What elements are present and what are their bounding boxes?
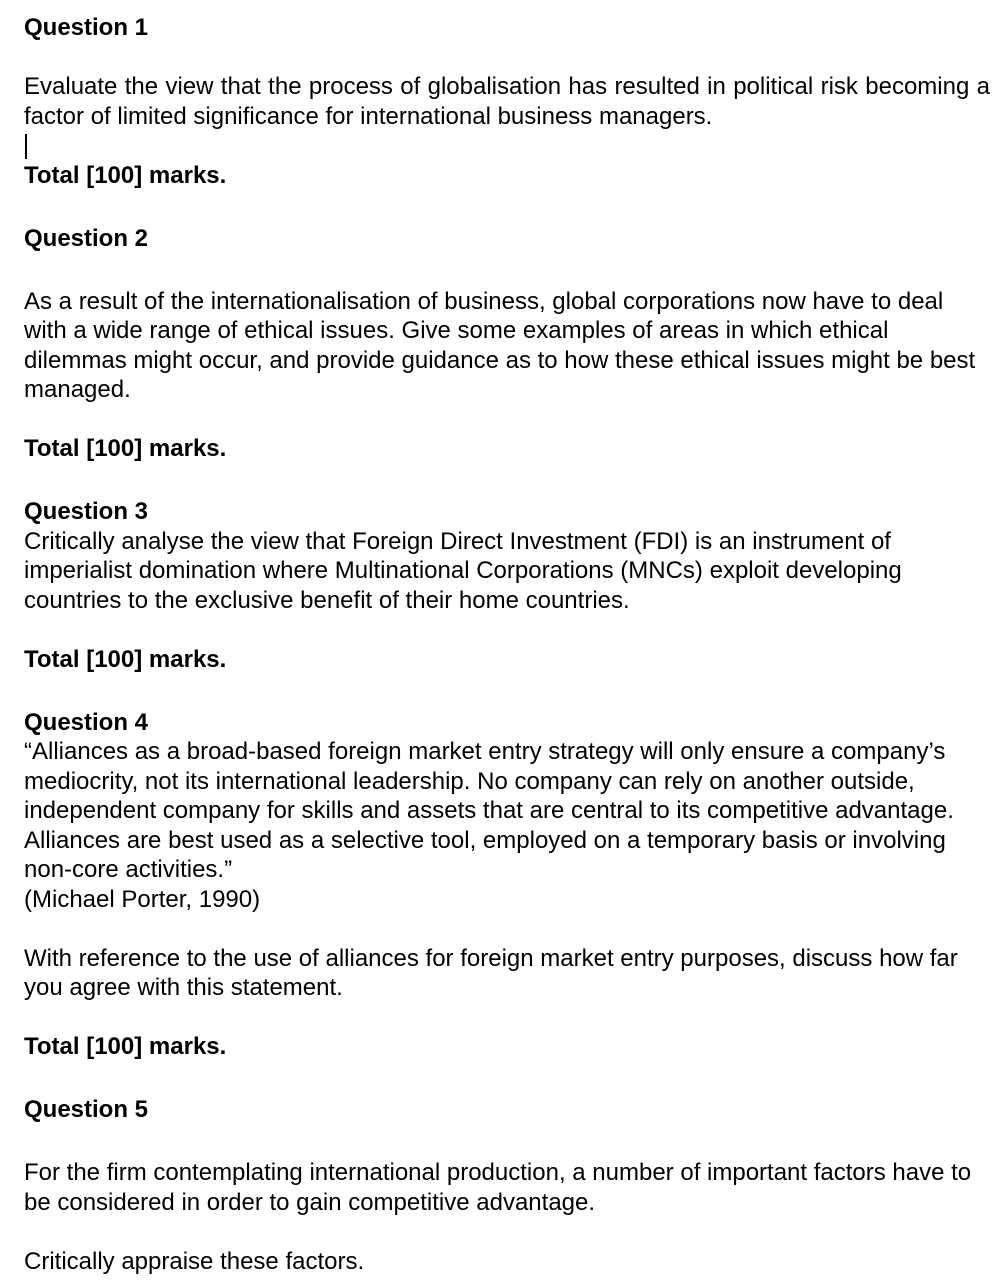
question-4-heading: Question 4 [24, 708, 149, 736]
question-2-heading: Question 2 [24, 224, 149, 252]
question-4-quote: “Alliances as a broad-based foreign market entry strategy will only ensure a company’s mediocrity, not its international leadership. No company can rely on another outside, independent company for skills and assets that are central to its competitive advantage. Alliances are best used as a selective tool, employed on a temporary basis or involving non-core activities.” [24, 738, 954, 883]
text-cursor-line[interactable] [24, 131, 990, 161]
question-2-text: As a result of the internationalisation of business, global corporations now have to deal with a wide range of ethical issues. Give some examples of areas in which ethical dilemmas might occur, and provide guidance as to how these ethical issues might be best managed. [24, 287, 976, 403]
question-1 [24, 13, 990, 190]
question-5-instruction: Critically appraise these factors. [24, 1247, 365, 1275]
question-3-heading: Question 3 [24, 498, 149, 525]
question-5-text: For the firm contemplating international production, a number of important factors have to be considered in order to gain competitive advantage. [24, 1159, 972, 1216]
question-1-marks: Total [100] marks. [24, 161, 227, 189]
question-5 [24, 1095, 990, 1276]
question-4-citation: (Michael Porter, 1990) [24, 885, 261, 913]
question-3-marks: Total [100] marks. [24, 645, 227, 673]
question-3 [24, 497, 990, 674]
question-4-marks: Total [100] marks. [24, 1033, 227, 1060]
question-5-heading: Question 5 [24, 1096, 149, 1123]
question-1-heading: Question 1 [24, 14, 149, 41]
document-body[interactable] [24, 13, 990, 1276]
question-2-marks: Total [100] marks. [24, 435, 227, 462]
question-2 [24, 224, 990, 464]
text-cursor [25, 134, 27, 159]
question-4-text: With reference to the use of alliances for foreign market entry purposes, discuss how far you agree with this statement. [24, 944, 958, 1001]
question-4 [24, 708, 990, 1062]
question-1-text: Evaluate the view that the process of globalisation has resulted in political risk becoming a factor of limited significance for international business managers. [24, 73, 990, 130]
question-3-text: Critically analyse the view that Foreign Direct Investment (FDI) is an instrument of imperialist domination where Multinational Corporations (MNCs) exploit developing countries to the exclusive benefit of their home countries. [24, 527, 902, 614]
